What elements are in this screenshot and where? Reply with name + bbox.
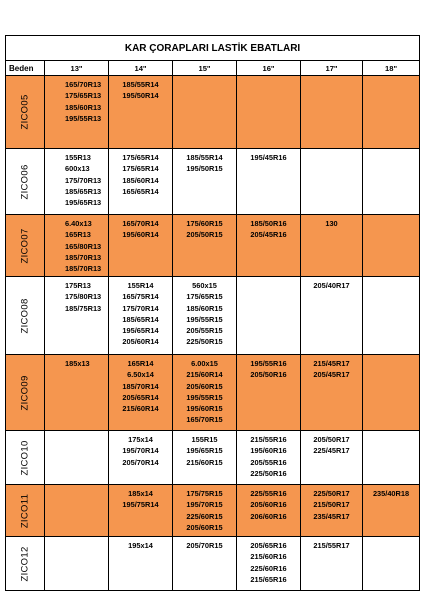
tire-size-cell: [45, 485, 109, 537]
rim-header-15: 15": [173, 61, 237, 76]
tire-size-cell: [237, 149, 301, 215]
tire-size-entry: 195/60R15: [186, 404, 223, 414]
tire-size-entry: 205/45R17: [313, 370, 350, 380]
tire-size-entry: 205/50R17: [313, 435, 350, 444]
tire-size-cell: [109, 149, 173, 215]
tire-size-entry: 225/50R17: [313, 489, 350, 498]
tire-size-entry: 215/60R14: [122, 404, 159, 414]
rim-header-18: 18": [363, 61, 420, 76]
tire-size-entry: 215/60R15: [186, 457, 223, 467]
table-row: [6, 76, 420, 149]
tire-size-entry: 165/80R13: [65, 241, 102, 251]
tire-size-entry: 195/55R15: [186, 314, 223, 324]
size-label-cell: [6, 76, 45, 149]
size-label: ZICO11: [19, 493, 31, 528]
tire-size-cell: [109, 355, 173, 431]
tire-size-entry: 185x13: [65, 359, 90, 368]
tire-size-entry: 165/70R13: [65, 80, 102, 89]
tire-size-entry: 165R14: [127, 359, 154, 368]
tire-size-entry: 205/60R15: [186, 522, 223, 532]
tire-size-entry: 185/65R13: [65, 186, 102, 196]
tire-size-entry: 195/75R14: [122, 500, 159, 510]
tire-size-entry: 6.40x13: [65, 219, 92, 228]
tire-size-entry: 155R14: [127, 281, 154, 290]
tire-size-entry: 205/70R14: [122, 457, 159, 467]
size-label-cell: [6, 215, 45, 277]
tire-size-entry: 6.00x15: [191, 359, 218, 368]
tire-size-entry: 205/55R15: [186, 326, 223, 336]
tire-size-cell: [109, 277, 173, 355]
tire-size-entry: 205/50R16: [250, 370, 287, 380]
tire-size-cell: [45, 76, 109, 149]
rim-header-17: 17": [301, 61, 363, 76]
tire-size-cell: [45, 537, 109, 591]
tire-size-entry: 165/70R14: [122, 219, 159, 228]
table-row: [6, 537, 420, 591]
tire-size-cell: [173, 485, 237, 537]
tire-size-entry: 195/50R14: [122, 91, 159, 101]
tire-size-cell: [301, 537, 363, 591]
tire-size-cell: [45, 215, 109, 277]
tire-size-entry: 175/65R15: [186, 292, 223, 302]
tire-size-entry: 215/60R14: [186, 370, 223, 380]
tire-size-entry: 195/55R13: [65, 113, 102, 123]
tire-size-entry: 205/65R14: [122, 392, 159, 402]
tire-size-entry: 205/60R16: [250, 500, 287, 510]
size-label: ZICO10: [19, 439, 31, 476]
tire-size-entry: 185/50R16: [250, 219, 287, 228]
tire-size-entry: 185/70R14: [122, 381, 159, 391]
tire-size-cell: [237, 277, 301, 355]
tire-size-cell: [363, 76, 420, 149]
tire-size-cell: [109, 537, 173, 591]
table-row: [6, 277, 420, 355]
tire-size-cell: [363, 485, 420, 537]
tire-size-entry: 195/55R15: [186, 392, 223, 402]
tire-size-entry: 560x15: [192, 281, 217, 290]
tire-size-entry: 185/75R13: [65, 303, 102, 313]
tire-size-entry: 185/65R14: [122, 314, 159, 324]
tire-size-cell: [237, 431, 301, 485]
tire-size-entry: 235/45R17: [313, 511, 350, 521]
tire-size-cell: [173, 537, 237, 591]
size-label-cell: [6, 431, 45, 485]
tire-size-entry: 185/55R14: [122, 80, 159, 89]
tire-size-cell: [45, 149, 109, 215]
tire-size-entry: 185/70R13: [65, 264, 102, 274]
size-label-cell: [6, 485, 45, 537]
tire-size-cell: [45, 431, 109, 485]
tire-size-entry: 195/65R14: [122, 326, 159, 336]
tire-size-cell: [173, 149, 237, 215]
tire-size-entry: 175/65R14: [122, 164, 159, 174]
size-label-cell: [6, 149, 45, 215]
tire-size-entry: 175/75R15: [186, 489, 223, 498]
tire-size-entry: 175/70R13: [65, 175, 102, 185]
tire-size-entry: 205/55R16: [250, 457, 287, 467]
tire-size-cell: [301, 431, 363, 485]
tire-size-entry: 205/70R15: [186, 541, 223, 550]
tire-size-cell: [301, 355, 363, 431]
tire-size-cell: [173, 277, 237, 355]
tire-size-entry: 130: [325, 219, 338, 228]
tire-size-cell: [363, 149, 420, 215]
tire-size-entry: 165/65R14: [122, 186, 159, 196]
size-label-cell: [6, 277, 45, 355]
tire-size-entry: 165/75R14: [122, 292, 159, 302]
tire-size-entry: 195/70R15: [186, 500, 223, 510]
tire-size-cell: [109, 485, 173, 537]
tire-size-entry: 225/50R15: [186, 337, 223, 347]
tire-size-entry: 175/80R13: [65, 292, 102, 302]
tire-size-entry: 215/65R16: [250, 574, 287, 584]
tire-size-entry: 175/60R15: [186, 219, 223, 228]
tire-size-entry: 175/70R14: [122, 303, 159, 313]
tire-size-entry: 205/60R14: [122, 337, 159, 347]
table-title: KAR ÇORAPLARI LASTİK EBATLARI: [6, 36, 420, 61]
tire-size-entry: 205/40R17: [313, 281, 350, 290]
tire-size-cell: [301, 76, 363, 149]
tire-size-cell: [173, 431, 237, 485]
tire-size-cell: [363, 355, 420, 431]
tire-size-entry: 185x14: [128, 489, 153, 498]
tire-size-entry: 195/60R14: [122, 230, 159, 240]
tire-size-entry: 195/55R16: [250, 359, 287, 368]
tire-size-cell: [363, 537, 420, 591]
tire-size-cell: [45, 355, 109, 431]
tire-size-entry: 195x14: [128, 541, 153, 550]
table-row: [6, 355, 420, 431]
tire-size-entry: 205/50R15: [186, 230, 223, 240]
tire-size-entry: 185/70R13: [65, 252, 102, 262]
tire-size-entry: 215/55R16: [250, 435, 287, 444]
size-label: ZICO06: [19, 163, 31, 200]
rim-header-16: 16": [237, 61, 301, 76]
tire-size-entry: 225/60R16: [250, 563, 287, 573]
tire-size-cell: [301, 215, 363, 277]
tire-size-entry: 195/50R15: [186, 164, 223, 174]
tire-size-entry: 600x13: [65, 164, 90, 174]
rim-header-13: 13": [45, 61, 109, 76]
tire-size-cell: [109, 431, 173, 485]
table-row: [6, 431, 420, 485]
tire-size-entry: 185/60R14: [122, 175, 159, 185]
tire-size-entry: 185/60R15: [186, 303, 223, 313]
tire-size-entry: 195/65R15: [186, 446, 223, 456]
tire-size-cell: [301, 149, 363, 215]
tire-size-entry: 205/60R15: [186, 381, 223, 391]
table-body: [6, 76, 420, 591]
tire-size-entry: 215/55R17: [313, 541, 350, 550]
size-label-cell: [6, 537, 45, 591]
size-label: ZICO07: [19, 227, 31, 264]
tire-size-entry: 185/60R13: [65, 102, 102, 112]
tire-size-cell: [109, 215, 173, 277]
size-label: ZICO05: [19, 94, 31, 130]
tire-size-entry: 225/60R15: [186, 511, 223, 521]
tire-size-cell: [363, 431, 420, 485]
tire-size-entry: 205/65R16: [250, 541, 287, 550]
tire-size-entry: 235/40R18: [372, 489, 410, 498]
tire-size-cell: [45, 277, 109, 355]
tire-size-cell: [173, 76, 237, 149]
tire-size-entry: 225/55R16: [250, 489, 287, 498]
tire-size-entry: 205/45R16: [250, 230, 287, 240]
tire-size-entry: 215/60R16: [250, 552, 287, 562]
tire-size-entry: 195/70R14: [122, 446, 159, 456]
tire-size-entry: 215/45R17: [313, 359, 350, 368]
tire-size-entry: 215/50R17: [313, 500, 350, 510]
tire-size-cell: [363, 277, 420, 355]
tire-size-cell: [173, 215, 237, 277]
size-label: ZICO12: [19, 545, 31, 582]
size-label: ZICO08: [19, 297, 31, 334]
tire-size-cell: [173, 355, 237, 431]
table-row: [6, 485, 420, 537]
tire-size-entry: 175/65R13: [65, 91, 102, 101]
tire-size-cell: [109, 76, 173, 149]
tire-size-entry: 165R13: [65, 230, 91, 240]
tire-size-entry: 175x14: [128, 435, 153, 444]
tire-size-entry: 195/60R16: [250, 446, 287, 456]
size-label: ZICO09: [19, 374, 31, 411]
tire-size-entry: 195/45R16: [250, 153, 287, 162]
tire-size-entry: 225/50R16: [250, 468, 287, 478]
tire-size-cell: [301, 277, 363, 355]
tire-size-table: [5, 35, 420, 591]
table-row: [6, 215, 420, 277]
tire-size-entry: 225/45R17: [313, 446, 350, 456]
size-label-cell: [6, 355, 45, 431]
tire-size-cell: [363, 215, 420, 277]
tire-size-cell: [237, 215, 301, 277]
tire-size-cell: [301, 485, 363, 537]
tire-size-cell: [237, 485, 301, 537]
size-column-header: Beden: [6, 61, 45, 76]
tire-size-entry: 175R13: [65, 281, 91, 290]
tire-size-entry: 6.50x14: [127, 370, 154, 380]
tire-size-entry: 206/60R16: [250, 511, 287, 521]
tire-size-entry: 165/70R15: [186, 415, 223, 425]
tire-size-entry: 155R15: [191, 435, 218, 444]
tire-size-cell: [237, 355, 301, 431]
tire-size-entry: 175/65R14: [122, 153, 159, 162]
tire-size-cell: [237, 537, 301, 591]
rim-header-14: 14": [109, 61, 173, 76]
tire-size-entry: 185/55R14: [186, 153, 223, 162]
tire-size-cell: [237, 76, 301, 149]
tire-size-entry: 155R13: [65, 153, 91, 162]
table-row: [6, 149, 420, 215]
tire-size-entry: 195/65R13: [65, 198, 102, 208]
